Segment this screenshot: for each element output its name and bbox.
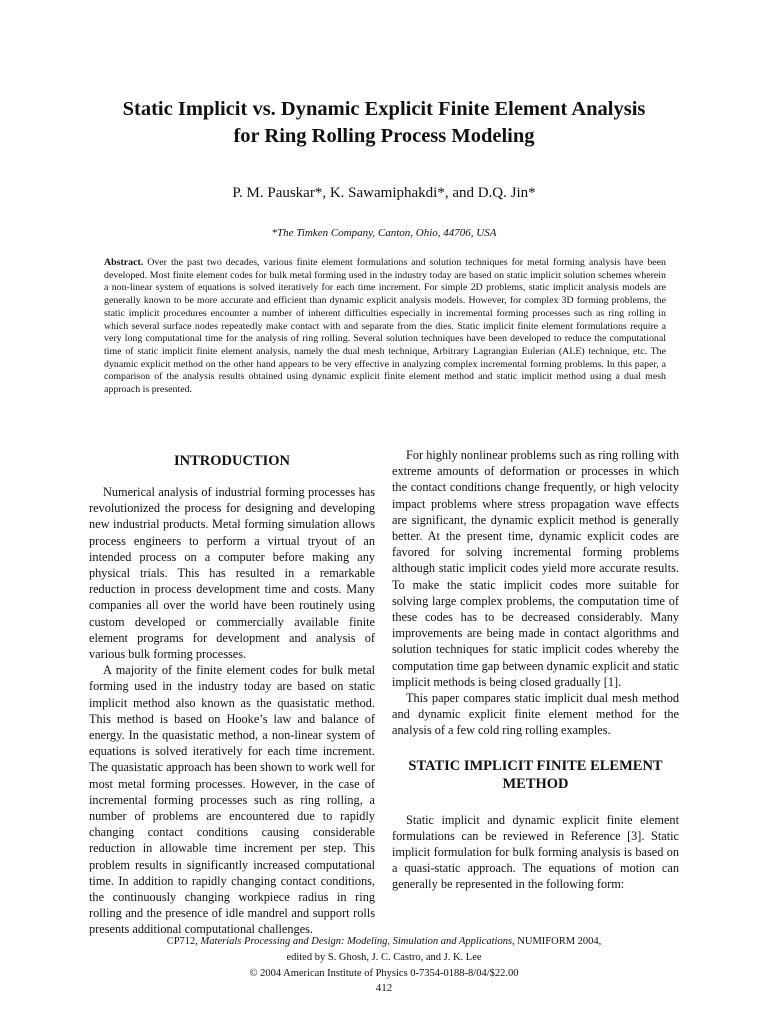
- publication-footer: [60, 934, 708, 982]
- abstract: [104, 257, 666, 397]
- section-heading-introduction: INTRODUCTION: [173, 453, 290, 469]
- footer-conference: NUMIFORM 2004,: [514, 936, 602, 947]
- paper-title: [60, 96, 708, 150]
- abstract-text: Over the past two decades, various finite element formulations and solution techniques for metal forming analysis have been developed. Most finite element codes for bulk metal forming used in the industry today are based on static implicit solution schemes wherein a non-linear system of equations is solved iteratively for each time increment. For simple 2D problems, static implicit analysis models are generally known to be more accurate and efficient than dynamic explicit analysis models. However, for complex 3D forming problems, the static implicit procedures encounter a number of inherent difficulties especially in incremental forming processes such as ring rolling in which several surface nodes repeatedly make contact with and separate from the dies. Static implicit finite element formulations require a very long computational time for the analysis of ring rolling. Several solution techniques have been developed to reduce the computational time of static implicit finite element analysis, namely the dual mesh technique, Arbitrary Lagrangian Eulerian (ALE) technique, etc. The dynamic explicit method on the other hand appears to be very effective in analyzing complex incremental forming problems. In this paper, a comparison of the analysis results obtained using dynamic explicit finite element method and static implicit method using a dual mesh approach is presented.: [104, 257, 666, 396]
- paragraph: Static implicit and dynamic explicit finite element formulations can be reviewed in Reference [3]. Static implicit formulation for bulk forming analysis is based on a quasi-static approach. The equations of motion can generally be represented in the following form:: [392, 812, 679, 892]
- footer-copyright: © 2004 American Institute of Physics 0-7354-0188-8/04/$22.00: [249, 968, 519, 979]
- section-heading-line-1: STATIC IMPLICIT FINITE ELEMENT: [408, 757, 663, 774]
- left-column: [89, 447, 375, 938]
- right-column: [392, 447, 679, 893]
- paper-title-line-1: Static Implicit vs. Dynamic Explicit Finite Element Analysis: [122, 98, 646, 120]
- footer-editors: edited by S. Ghosh, J. C. Castro, and J. K. Lee: [286, 952, 482, 963]
- footer-citation-line: [60, 934, 708, 950]
- footer-proceedings-title: Materials Processing and Design: Modeling, Simulation and Applications,: [200, 936, 515, 947]
- paper-title-line-2: for Ring Rolling Process Modeling: [233, 125, 535, 147]
- section-heading-line-2: METHOD: [502, 775, 569, 792]
- paragraph: This paper compares static implicit dual mesh method and dynamic explicit finite element method for the analysis of a few cold ring rolling examples.: [392, 691, 679, 738]
- affiliation: *The Timken Company, Canton, Ohio, 44706, USA: [271, 227, 497, 239]
- paragraph: Numerical analysis of industrial forming processes has revolutionized the process for designing and developing new industrial products. Metal forming simulation allows process engineers to perform a virtual tryout of an intended process on a computer before making any physical trials. This has resulted in a remarkable reduction in process development time and costs. Many companies all over the world have been routinely using custom developed or commercially available finite element programs for development and analysis of various bulk forming processes.: [89, 485, 375, 662]
- page-number: 412: [375, 982, 393, 994]
- section-heading-static-implicit: [392, 757, 679, 793]
- author-list: P. M. Pauskar*, K. Sawamiphakdi*, and D.Q. Jin*: [232, 185, 536, 201]
- paragraph: For highly nonlinear problems such as ring rolling with extreme amounts of deformation or processes in which the contact conditions change frequently, or high velocity impact problems where stress propagation wave effects are significant, the dynamic explicit method is generally better. At the present time, dynamic explicit codes are favored for solving incremental forming problems although static implicit codes yield more accurate results. To make the static implicit codes more suitable for solving large complex problems, the computation time of these codes has to be decreased considerably. Many improvements are being made in contact algorithms and solution techniques for static implicit codes whereby the computation time gap between dynamic explicit and static implicit methods is being closed gradually [1].: [392, 448, 679, 689]
- paragraph: A majority of the finite element codes for bulk metal forming used in the industry today are based on static implicit method also known as the quasistatic method. This method is based on Hooke’s law and balance of energy. In the quasistatic method, a non-linear system of equations is solved iteratively for each time increment. The quasistatic approach has been shown to work well for most metal forming processes. However, in the case of incremental forming processes such as ring rolling, a number of problems are encountered due to rapidly changing contact conditions causing considerable reduction in allowable time increment per step. This problem results in significantly increased computational time. In addition to rapidly changing contact conditions, the continuously changing workpiece radius in ring rolling and the presence of idle mandrel and support rolls presents additional computational challenges.: [89, 663, 375, 937]
- footer-cp: CP712,: [166, 936, 198, 947]
- abstract-label: Abstract.: [104, 257, 144, 268]
